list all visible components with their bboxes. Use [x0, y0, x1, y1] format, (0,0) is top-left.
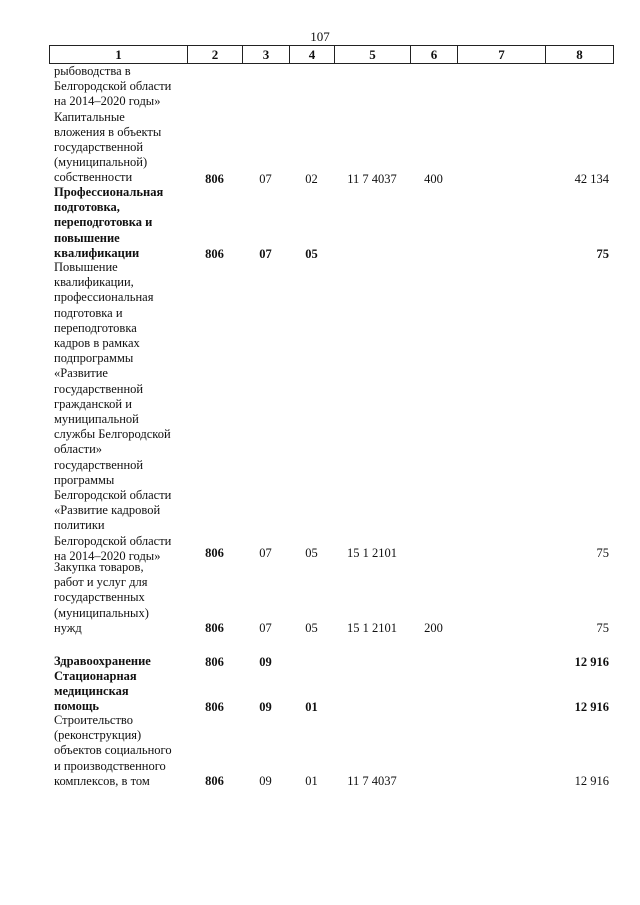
row-name: Строительство (реконструкция) объектов социального и производственного комплексов, в том: [54, 713, 172, 788]
row-target-article: 11 7 4037: [347, 172, 397, 186]
row-name: Закупка товаров, работ и услуг для государственных (муниципальных) нужд: [54, 560, 149, 635]
row-subsection: 05: [305, 621, 318, 635]
row-amount: 12 916: [574, 774, 609, 788]
row-amount: 75: [596, 546, 609, 560]
row-amount: 75: [596, 621, 609, 635]
page-number: 107: [310, 29, 330, 44]
col-header-4: 4: [290, 46, 335, 64]
row-ministry-code: 806: [205, 247, 224, 261]
row-ministry-code: 806: [205, 700, 224, 714]
col-header-7: 7: [458, 46, 546, 64]
table-row: [0, 654, 640, 670]
row-subsection: 05: [305, 546, 318, 560]
row-amount: 12 916: [574, 700, 609, 714]
row-amount: 42 134: [574, 172, 609, 186]
row-target-article: 11 7 4037: [347, 774, 397, 788]
col-header-6: 6: [411, 46, 458, 64]
col-header-8: 8: [546, 46, 614, 64]
table-row: [0, 773, 640, 789]
col-header-1: 1: [50, 46, 188, 64]
row-section: 09: [259, 700, 272, 714]
row-ministry-code: 806: [205, 621, 224, 635]
row-name: Повышение квалификации, профессиональная подготовка и переподготовка кадров в рамках подпрограммы «Развитие государственной гражданской и муниципальной службы Белгородской области» государственной программы Белгородской области «Развитие кадровой политики Белгородской области на 2014–2020 годы»: [54, 260, 172, 563]
row-target-article: 15 1 2101: [347, 546, 397, 560]
row-ministry-code: 806: [205, 546, 224, 560]
table-row: [0, 545, 640, 561]
row-section: 07: [259, 247, 272, 261]
row-ministry-code: 806: [205, 774, 224, 788]
row-subsection: 02: [305, 172, 318, 186]
row-amount: 75: [596, 247, 609, 261]
row-name: Стационарная медицинская помощь: [54, 669, 137, 714]
row-expense-type: 200: [424, 621, 443, 635]
row-section: 07: [259, 172, 272, 186]
row-section: 09: [259, 655, 272, 669]
row-name: Профессиональная подготовка, переподготовка и повышение квалификации: [54, 185, 164, 260]
row-subsection: 05: [305, 247, 318, 261]
col-header-2: 2: [188, 46, 243, 64]
row-target-article: 15 1 2101: [347, 621, 397, 635]
row-ministry-code: 806: [205, 655, 224, 669]
row-subsection: 01: [305, 700, 318, 714]
row-section: 07: [259, 621, 272, 635]
col-header-5: 5: [335, 46, 411, 64]
row-ministry-code: 806: [205, 172, 224, 186]
row-expense-type: 400: [424, 172, 443, 186]
table-row: [0, 620, 640, 636]
row-amount: 12 916: [574, 655, 609, 669]
col-header-3: 3: [243, 46, 290, 64]
row-section: 09: [259, 774, 272, 788]
row-subsection: 01: [305, 774, 318, 788]
row-name: рыбоводства в Белгородской области на 2014–2020 годы» Капитальные вложения в объекты государственной (муниципальной) собственности: [54, 64, 172, 185]
row-name: Здравоохранение: [54, 654, 151, 668]
row-section: 07: [259, 546, 272, 560]
